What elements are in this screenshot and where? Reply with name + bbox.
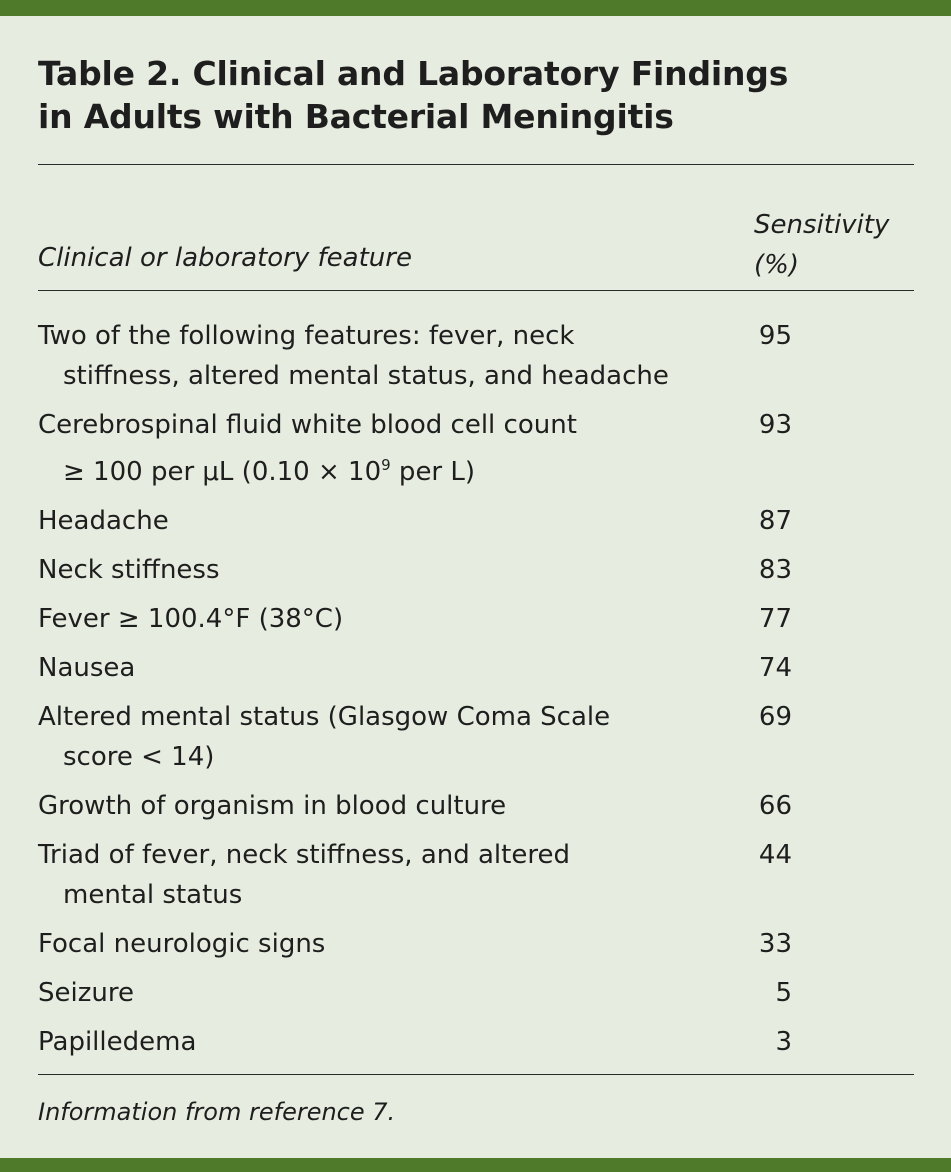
row-feature	[38, 924, 718, 964]
row-feature-line-1: Triad of fever, neck stiffness, and altered	[38, 840, 570, 870]
row-feature	[38, 501, 718, 541]
table-body	[38, 291, 914, 1062]
table-title-line-1: Table 2. Clinical and Laboratory Findings	[38, 54, 789, 93]
table-container	[38, 16, 914, 1127]
bottom-accent-bar	[0, 1158, 951, 1172]
table-row	[38, 1022, 914, 1062]
footer-divider	[38, 1074, 914, 1075]
row-feature-line-1: Seizure	[38, 978, 134, 1008]
row-feature-line-1: Growth of organism in blood culture	[38, 791, 507, 821]
row-feature-line-1: Two of the following features: fever, neck	[38, 321, 575, 351]
row-feature	[38, 1022, 718, 1062]
row-feature-line-2: stiffness, altered mental status, and headache	[63, 361, 669, 391]
row-feature-line-2: mental status	[63, 880, 243, 910]
row-sensitivity: 33	[758, 929, 792, 959]
row-sensitivity: 66	[758, 791, 792, 821]
row-feature-line-1: Cerebrospinal fluid white blood cell count	[38, 410, 577, 440]
row-feature	[38, 973, 718, 1013]
table-row	[38, 786, 914, 826]
header-feature: Clinical or laboratory feature	[38, 243, 412, 273]
row-feature	[38, 648, 718, 688]
row-feature	[38, 316, 718, 396]
row-sensitivity: 93	[758, 410, 792, 440]
row-feature-line-2-post: per L)	[390, 457, 476, 487]
table-row	[38, 599, 914, 639]
header-sensitivity-line-1: Sensitivity	[754, 210, 890, 240]
row-feature-line-1: Neck stiffness	[38, 555, 220, 585]
top-accent-bar	[0, 0, 951, 16]
row-sensitivity: 74	[758, 653, 792, 683]
table-row	[38, 835, 914, 915]
table-row	[38, 550, 914, 590]
row-sensitivity: 77	[758, 604, 792, 634]
table-title-line-2: in Adults with Bacterial Meningitis	[38, 97, 674, 136]
row-feature	[38, 697, 718, 777]
row-sensitivity: 83	[758, 555, 792, 585]
row-feature-line-2-pre: ≥ 100 per μL (0.10 × 10	[63, 457, 382, 487]
table-row	[38, 697, 914, 777]
table-row	[38, 405, 914, 492]
row-sensitivity: 44	[758, 840, 792, 870]
row-feature-line-1: Nausea	[38, 653, 136, 683]
row-sensitivity: 95	[758, 321, 792, 351]
row-feature	[38, 599, 718, 639]
row-feature-line-1: Focal neurologic signs	[38, 929, 326, 959]
row-sensitivity: 87	[758, 506, 792, 536]
row-feature-line-2: score < 14)	[63, 742, 215, 772]
row-sensitivity: 69	[758, 702, 792, 732]
row-feature	[38, 550, 718, 590]
header-sensitivity-line-2: (%)	[754, 250, 799, 280]
row-feature	[38, 786, 718, 826]
row-feature-line-2	[38, 445, 718, 492]
table-header	[38, 165, 914, 290]
header-sensitivity	[754, 205, 889, 285]
row-feature	[38, 405, 718, 492]
row-feature-line-1: Headache	[38, 506, 169, 536]
row-sensitivity: 5	[775, 978, 792, 1008]
table-row	[38, 648, 914, 688]
row-feature	[38, 835, 718, 915]
row-feature-line-1: Papilledema	[38, 1027, 197, 1057]
source-footnote: Information from reference 7.	[38, 1098, 396, 1126]
row-feature-superscript: 9	[381, 456, 391, 474]
row-feature-line-1: Fever ≥ 100.4°F (38°C)	[38, 604, 344, 634]
table-row	[38, 501, 914, 541]
table-row	[38, 924, 914, 964]
table-row	[38, 973, 914, 1013]
table-row	[38, 316, 914, 396]
row-sensitivity: 3	[775, 1027, 792, 1057]
row-feature-line-1: Altered mental status (Glasgow Coma Scale	[38, 702, 611, 732]
table-title	[38, 16, 914, 138]
